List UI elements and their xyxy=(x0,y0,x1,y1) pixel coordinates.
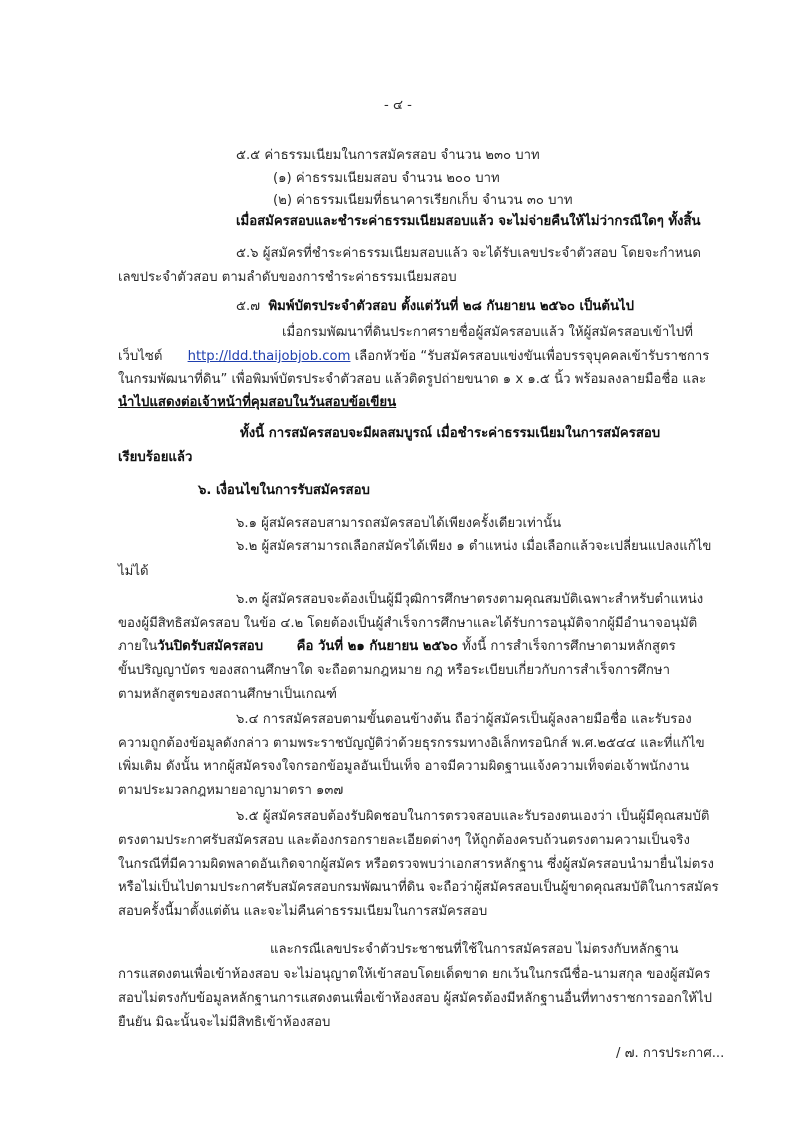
section-6-5-line1: ๖.๕ ผู้สมัครสอบต้องรับผิดชอบในการตรวจสอบและรับรองตนเองว่า เป็นผู้มีคุณสมบัติ xyxy=(236,809,710,824)
section-6-heading: ๖. เงื่อนไขในการรับสมัครสอบ xyxy=(198,483,370,498)
completion-note-line1: ทั้งนี้ การสมัครสอบจะมีผลสมบูรณ์ เมื่อชำระค่าธรรมเนียมในการสมัครสอบ xyxy=(240,426,661,441)
section-6-5-line5: สอบครั้งนี้มาตั้งแต่ต้น และจะไม่คืนค่าธรรมเนียมในการสมัครสอบ xyxy=(118,904,488,919)
section-6-4-line2: ความถูกต้องข้อมูลดังกล่าว ตามพระราชบัญญัติว่าด้วยธุรกรรมทางอิเล็กทรอนิกส์ พ.ศ.๒๕๔๔ และที่แก้ไข xyxy=(118,736,705,751)
section-6-5-line2: ตรงตามประกาศรับสมัครสอบ และต้องกรอกรายละเอียดต่างๆ ให้ถูกต้องครบถ้วนตรงตามความเป็นจริง xyxy=(118,833,690,848)
section-6-3-line2: ของผู้มีสิทธิสมัครสอบ ในข้อ ๔.๒ โดยต้องเป็นผู้สำเร็จการศึกษาและได้รับการอนุมัติจากผู้มีอำนาจอนุมัติ xyxy=(118,616,698,631)
section-6-4-line1: ๖.๔ การสมัครสอบตามขั้นตอนข้างต้น ถือว่าผู้สมัครเป็นผู้ลงลายมือชื่อ และรับรอง xyxy=(236,712,692,727)
id-mismatch-line3: สอบไม่ตรงกับข้อมูลหลักฐานการแสดงตนเพื่อเข้าห้องสอบ ผู้สมัครต้องมีหลักฐานอื่นที่ทางราชการออกให้ไป xyxy=(118,991,712,1006)
section-6-3-line3 xyxy=(118,637,676,657)
section-6-2-line1: ๖.๒ ผู้สมัครสามารถเลือกสมัครได้เพียง ๑ ตำแหน่ง เมื่อเลือกแล้วจะเปลี่ยนแปลงแก้ไข xyxy=(236,539,712,554)
section-5-7-line2-rest: เลือกหัวข้อ “รับสมัครสอบแข่งขันเพื่อบรรจุบุคคลเข้ารับราชการ xyxy=(354,349,710,364)
completion-note-line2: เรียบร้อยแล้ว xyxy=(118,450,193,465)
no-refund-note: เมื่อสมัครสอบและชำระค่าธรรมเนียมสอบแล้ว จะไม่จ่ายคืนให้ไม่ว่ากรณีใดๆ ทั้งสิ้น xyxy=(236,214,701,229)
id-mismatch-line4: ยืนยัน มิฉะนั้นจะไม่มีสิทธิเข้าห้องสอบ xyxy=(118,1015,331,1030)
section-6-1: ๖.๑ ผู้สมัครสอบสามารถสมัครสอบได้เพียงครั้งเดียวเท่านั้น xyxy=(236,516,562,531)
section-5-7-line2 xyxy=(118,347,709,367)
section-5-7-heading: พิมพ์บัตรประจำตัวสอบ ตั้งแต่วันที่ ๒๘ กันยายน ๒๕๖๐ เป็นต้นไป xyxy=(268,299,635,314)
fee-item-2: (๒) ค่าธรรมเนียมที่ธนาคารเรียกเก็บ จำนวน ๓๐ บาท xyxy=(273,193,573,208)
section-6-3-line4: ขั้นปริญญาบัตร ของสถานศึกษาใด จะถือตามกฎหมาย กฎ หรือระเบียบเกี่ยวกับการสำเร็จการศึกษา xyxy=(118,663,670,678)
section-6-5-line3: ในกรณีที่มีความผิดพลาดอันเกิดจากผู้สมัคร หรือตรวจพบว่าเอกสารหลักฐาน ซึ่งผู้สมัครสอบนำมายื่นไม่ตรง xyxy=(118,857,714,872)
section-5-7-heading-row xyxy=(236,297,634,317)
website-link[interactable]: http://ldd.thaijobjob.com xyxy=(187,349,351,364)
fee-item-1: (๑) ค่าธรรมเนียมสอบ จำนวน ๒๐๐ บาท xyxy=(273,171,500,186)
section-6-3-line5: ตามหลักสูตรของสถานศึกษาเป็นเกณฑ์ xyxy=(118,687,337,702)
continuation-note: / ๗. การประกาศ... xyxy=(616,1046,725,1061)
closing-date: คือ วันที่ ๒๑ กันยายน ๒๕๖๐ xyxy=(296,639,458,654)
id-mismatch-line1: และกรณีเลขประจำตัวประชาชนที่ใช้ในการสมัครสอบ ไม่ตรงกับหลักฐาน xyxy=(270,942,679,957)
section-6-2-line2: ไม่ได้ xyxy=(118,564,149,579)
section-5-6-line2: เลขประจำตัวสอบ ตามลำดับของการชำระค่าธรรมเนียมสอบ xyxy=(118,270,457,285)
id-mismatch-line2: การแสดงตนเพื่อเข้าห้องสอบ จะไม่อนุญาตให้เข้าสอบโดยเด็ดขาด ยกเว้นในกรณีชื่อ-นามสกุล ของผู้สมัคร xyxy=(118,967,711,982)
section-6-4-line4: ตามประมวลกฎหมายอาญามาตรา ๑๓๗ xyxy=(118,783,344,798)
section-5-7-line4: นำไปแสดงต่อเจ้าหน้าที่คุมสอบในวันสอบข้อเขียน xyxy=(118,395,397,410)
closing-date-label: วันปิดรับสมัครสอบ xyxy=(157,639,264,654)
section-6-3-line1: ๖.๓ ผู้สมัครสอบจะต้องเป็นผู้มีวุฒิการศึกษาตรงตามคุณสมบัติเฉพาะสำหรับตำแหน่ง xyxy=(236,592,704,607)
line-suffix: ทั้งนี้ การสำเร็จการศึกษาตามหลักสูตร xyxy=(462,639,676,654)
website-label: เว็บไซต์ xyxy=(118,349,163,364)
section-6-5-line4: หรือไม่เป็นไปตามประกาศรับสมัครสอบกรมพัฒนาที่ดิน จะถือว่าผู้สมัครสอบเป็นผู้ขาดคุณสมบัติในการสมัคร xyxy=(118,880,719,895)
page-number: - ๔ - xyxy=(384,98,412,113)
section-6-4-line3: เพิ่มเติม ดังนั้น หากผู้สมัครจงใจกรอกข้อมูลอันเป็นเท็จ อาจมีความผิดฐานแจ้งความเท็จต่อเจ้าพนักงาน xyxy=(118,759,690,774)
section-5-5-heading: ๕.๕ ค่าธรรมเนียมในการสมัครสอบ จำนวน ๒๓๐ บาท xyxy=(236,148,540,163)
section-5-7-line3: ในกรมพัฒนาที่ดิน” เพื่อพิมพ์บัตรประจำตัวสอบ แล้วติดรูปถ่ายขนาด ๑ x ๑.๕ นิ้ว พร้อมลงลายมือชื่อ และ xyxy=(118,372,707,387)
line-prefix: ภายใน xyxy=(118,639,158,654)
section-5-7-line1: เมื่อกรมพัฒนาที่ดินประกาศรายชื่อผู้สมัครสอบแล้ว ให้ผู้สมัครสอบเข้าไปที่ xyxy=(282,325,693,340)
section-5-6-line1: ๕.๖ ผู้สมัครที่ชำระค่าธรรมเนียมสอบแล้ว จะได้รับเลขประจำตัวสอบ โดยจะกำหนด xyxy=(236,246,702,261)
section-5-7-number: ๕.๗ xyxy=(236,299,261,314)
